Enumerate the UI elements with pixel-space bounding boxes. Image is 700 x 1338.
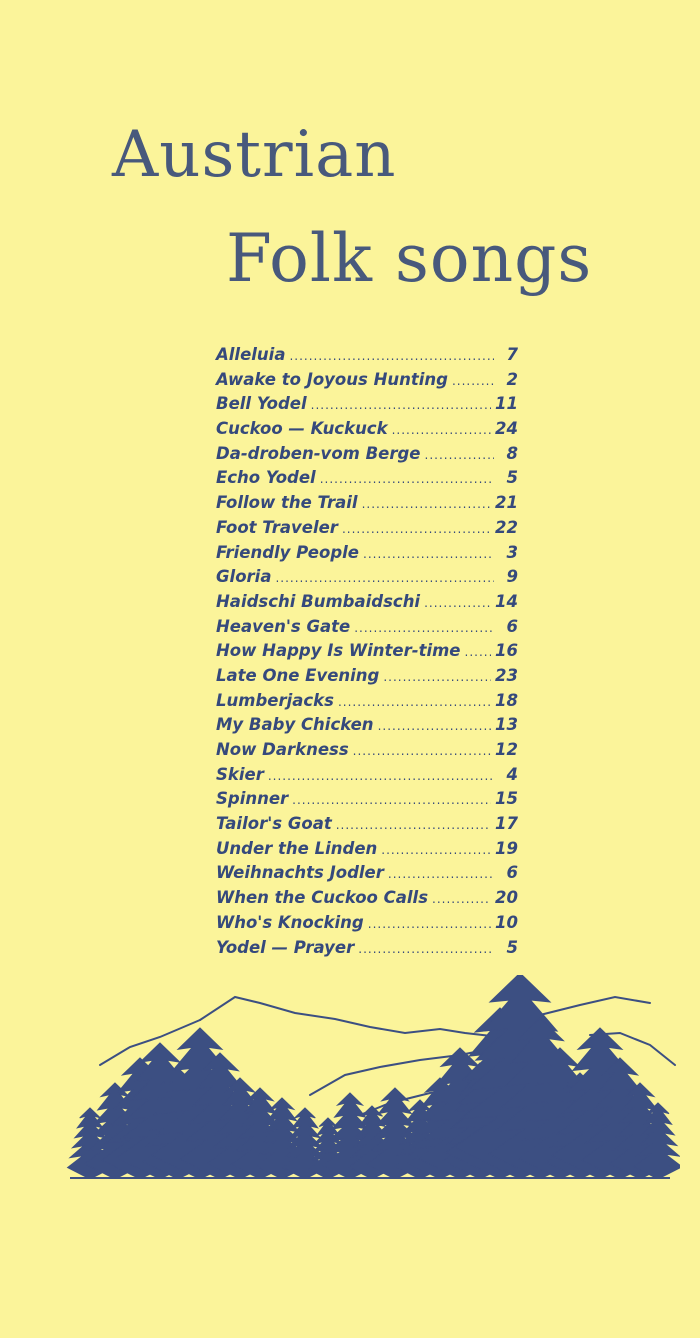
toc-leader-dots xyxy=(353,739,491,764)
title-line-folk-songs: Folk songs xyxy=(226,220,593,297)
toc-entry xyxy=(216,565,518,590)
toc-entry-page: 5 xyxy=(506,937,518,957)
toc-entry-title: Now Darkness xyxy=(216,740,349,759)
toc-entry-title: Awake to Joyous Hunting xyxy=(216,369,448,389)
toc-entry xyxy=(216,615,518,640)
toc-entry xyxy=(216,689,518,714)
toc-entry-title: Haidschi Bumbaidschi xyxy=(216,591,421,611)
toc-entry-page: 10 xyxy=(495,912,518,932)
toc-entry-page: 3 xyxy=(506,542,518,562)
toc-entry xyxy=(216,713,518,738)
toc-entry-page: 12 xyxy=(495,740,518,759)
toc-leader-dots xyxy=(362,492,491,517)
toc-entry-title: Under the Linden xyxy=(216,838,378,858)
toc-leader-dots xyxy=(424,591,491,616)
toc-leader-dots xyxy=(358,937,494,962)
book-title xyxy=(0,0,700,330)
toc-leader-dots xyxy=(338,690,491,715)
toc-entry xyxy=(216,516,518,541)
toc-entry xyxy=(216,491,518,516)
toc-entry-page: 6 xyxy=(506,863,518,883)
toc-entry xyxy=(216,936,518,961)
toc-entry-page: 14 xyxy=(495,591,518,611)
toc-entry-page: 21 xyxy=(495,493,518,513)
toc-entry-page: 17 xyxy=(495,814,518,834)
toc-entry xyxy=(216,812,518,837)
toc-entry xyxy=(216,639,518,664)
toc-entry-page: 11 xyxy=(495,394,518,414)
toc-leader-dots xyxy=(354,616,494,641)
toc-entry xyxy=(216,541,518,566)
toc-entry-page: 18 xyxy=(495,690,518,710)
toc-entry xyxy=(216,417,518,442)
toc-entry-page: 22 xyxy=(495,517,518,537)
toc-entry-page: 7 xyxy=(506,345,518,364)
toc-leader-dots xyxy=(432,887,491,912)
tree-line xyxy=(68,975,680,1178)
toc-leader-dots xyxy=(320,467,494,492)
toc-entry-title: Cuckoo — Kuckuck xyxy=(216,419,388,439)
toc-entry-title: How Happy Is Winter-time xyxy=(216,641,461,661)
toc-leader-dots xyxy=(292,788,491,813)
toc-entry xyxy=(216,343,518,368)
mountain-forest-illustration xyxy=(60,975,680,1190)
toc-leader-dots xyxy=(392,418,491,443)
toc-leader-dots xyxy=(383,665,491,690)
toc-entry xyxy=(216,442,518,467)
toc-entry-page: 4 xyxy=(506,764,518,784)
toc-entry-page: 24 xyxy=(495,419,518,439)
mountain-ridge-back xyxy=(200,997,500,1037)
toc-entry xyxy=(216,763,518,788)
toc-entry xyxy=(216,590,518,615)
toc-entry-title: Alleluia xyxy=(216,345,286,364)
toc-leader-dots xyxy=(342,517,491,542)
toc-entry-title: Bell Yodel xyxy=(216,394,307,414)
toc-leader-dots xyxy=(275,566,494,591)
toc-entry xyxy=(216,368,518,393)
title-line-austrian: Austrian xyxy=(112,118,397,192)
toc-entry-title: Gloria xyxy=(216,567,272,587)
toc-entry-page: 8 xyxy=(506,443,518,463)
toc-entry-title: Who's Knocking xyxy=(216,912,364,932)
toc-leader-dots xyxy=(289,344,494,369)
toc-entry xyxy=(216,392,518,417)
toc-entry-title: Follow the Trail xyxy=(216,493,358,513)
table-of-contents xyxy=(216,343,518,960)
toc-leader-dots xyxy=(425,443,495,468)
toc-leader-dots xyxy=(378,714,491,739)
toc-entry xyxy=(216,911,518,936)
toc-entry-page: 2 xyxy=(506,369,518,389)
toc-entry-page: 5 xyxy=(506,468,518,488)
toc-entry-page: 6 xyxy=(506,616,518,636)
toc-entry-page: 20 xyxy=(495,888,518,908)
mountain-ridge-right xyxy=(540,997,650,1015)
toc-entry-title: Foot Traveler xyxy=(216,517,338,537)
toc-entry xyxy=(216,664,518,689)
toc-leader-dots xyxy=(336,813,491,838)
toc-entry-page: 16 xyxy=(495,641,518,661)
toc-leader-dots xyxy=(452,369,494,394)
toc-entry-page: 19 xyxy=(495,838,518,858)
toc-entry-page: 9 xyxy=(506,567,518,587)
toc-entry-title: Friendly People xyxy=(216,542,359,562)
toc-entry-title: Yodel — Prayer xyxy=(216,937,355,957)
toc-entry-title: Skier xyxy=(216,764,264,784)
toc-leader-dots xyxy=(363,542,494,567)
toc-entry-page: 15 xyxy=(495,789,518,809)
toc-leader-dots xyxy=(381,838,491,863)
toc-entry xyxy=(216,787,518,812)
toc-entry xyxy=(216,837,518,862)
toc-entry-title: When the Cuckoo Calls xyxy=(216,888,429,908)
toc-leader-dots xyxy=(465,640,492,665)
toc-entry xyxy=(216,466,518,491)
toc-entry-page: 13 xyxy=(495,715,518,735)
toc-leader-dots xyxy=(311,393,491,418)
toc-entry-title: My Baby Chicken xyxy=(216,715,374,735)
toc-entry-title: Heaven's Gate xyxy=(216,616,351,636)
toc-entry-title: Lumberjacks xyxy=(216,690,334,710)
toc-entry-title: Weihnachts Jodler xyxy=(216,863,384,883)
toc-leader-dots xyxy=(368,912,491,937)
toc-entry-title: Spinner xyxy=(216,789,289,809)
toc-entry-title: Da-droben-vom Berge xyxy=(216,443,421,463)
toc-leader-dots xyxy=(388,862,494,887)
toc-entry xyxy=(216,886,518,911)
toc-leader-dots xyxy=(268,764,494,789)
toc-entry-page: 23 xyxy=(495,665,518,685)
toc-entry xyxy=(216,861,518,886)
toc-entry-title: Late One Evening xyxy=(216,665,380,685)
toc-entry-title: Tailor's Goat xyxy=(216,814,332,834)
toc-entry xyxy=(216,738,518,763)
toc-entry-title: Echo Yodel xyxy=(216,468,316,488)
